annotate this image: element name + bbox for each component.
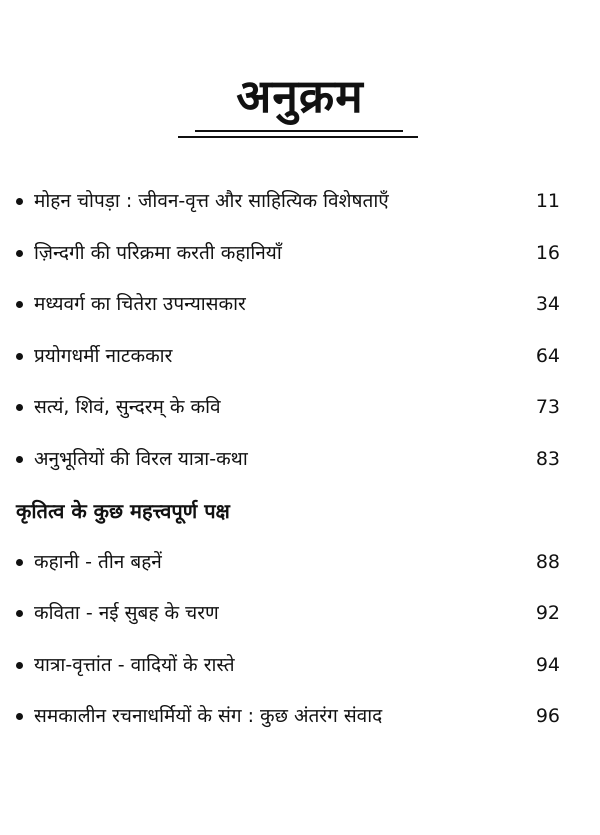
toc-entry-label: मध्यवर्ग का चितेरा उपन्यासकार	[34, 293, 246, 315]
toc-entry-label: समकालीन रचनाधर्मियों के संग : कुछ अंतरंग संवाद	[34, 705, 383, 727]
toc-entry-page: 73	[535, 396, 560, 418]
toc-entry-label: ज़िन्दगी की परिक्रमा करती कहानियाँ	[34, 242, 282, 264]
toc-entry-label: मोहन चोपड़ा : जीवन-वृत्त और साहित्यिक विशेषताएँ	[34, 190, 389, 212]
toc-entry[interactable]	[0, 185, 600, 217]
bullet-icon	[16, 559, 23, 566]
toc-entry[interactable]	[0, 237, 600, 269]
toc-entry-page: 92	[535, 602, 560, 624]
toc-entry-label: प्रयोगधर्मी नाटककार	[34, 345, 173, 367]
toc-entry-page: 11	[535, 190, 560, 212]
toc-entry[interactable]	[0, 597, 600, 629]
toc-entry-label: अनुभूतियों की विरल यात्रा-कथा	[34, 448, 248, 470]
toc-entry[interactable]	[0, 288, 600, 320]
toc-entry[interactable]	[0, 391, 600, 423]
toc-entry-page: 83	[535, 448, 560, 470]
toc-entry[interactable]	[0, 443, 600, 475]
bullet-icon	[16, 404, 23, 411]
bullet-icon	[16, 662, 23, 669]
bullet-icon	[16, 456, 23, 463]
toc-entry-page: 64	[535, 345, 560, 367]
page-title: अनुक्रम	[236, 69, 364, 123]
toc-entry-label: कविता - नई सुबह के चरण	[34, 602, 219, 624]
toc-entry-label: सत्यं, शिवं, सुन्दरम् के कवि	[34, 396, 221, 418]
bullet-icon	[16, 610, 23, 617]
bullet-icon	[16, 301, 23, 308]
toc-entry-page: 16	[535, 242, 560, 264]
bullet-icon	[16, 353, 23, 360]
toc-entry-page: 94	[535, 654, 560, 676]
toc-entry-page: 96	[535, 705, 560, 727]
bullet-icon	[16, 198, 23, 205]
toc-entry[interactable]	[0, 546, 600, 578]
bullet-icon	[16, 713, 23, 720]
toc-entry-label: कहानी - तीन बहनें	[34, 551, 162, 573]
toc-entry-label: यात्रा-वृत्तांत - वादियों के रास्ते	[34, 654, 235, 676]
title-underline-top	[195, 130, 403, 132]
toc-entry[interactable]	[0, 649, 600, 681]
toc-entry[interactable]	[0, 700, 600, 732]
toc-entry-page: 34	[535, 293, 560, 315]
toc-entry-page: 88	[535, 551, 560, 573]
bullet-icon	[16, 250, 23, 257]
title-underline-bottom	[178, 136, 418, 138]
section-heading: कृतित्व के कुछ महत्त्वपूर्ण पक्ष	[16, 499, 230, 523]
toc-entry[interactable]	[0, 340, 600, 372]
